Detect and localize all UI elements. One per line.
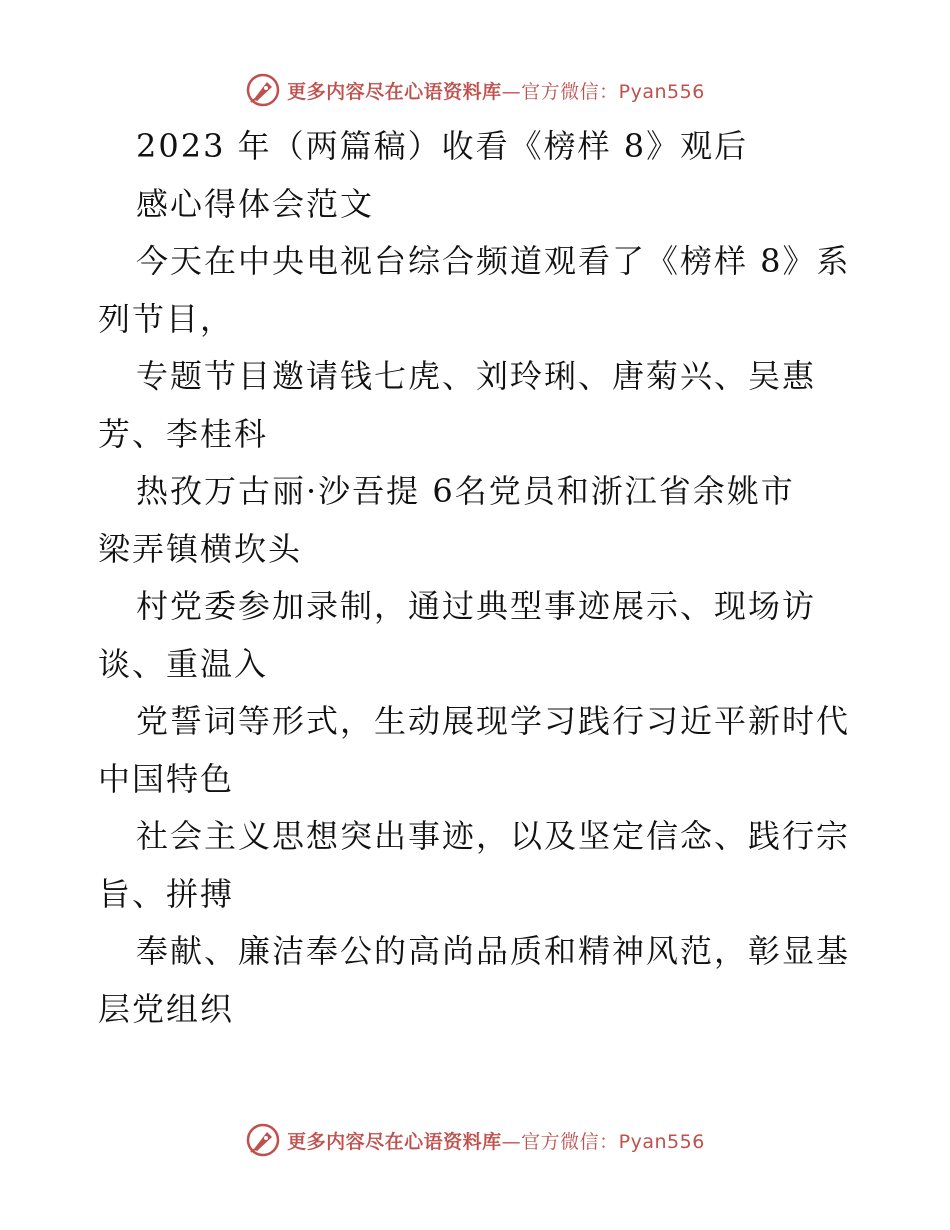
document-body xyxy=(98,118,858,1038)
paragraph-line: 旨、拼搏 xyxy=(98,874,235,913)
paragraph-line: 中国特色 xyxy=(98,759,235,798)
paragraph-line: 奉献、廉洁奉公的高尚品质和精神风范，彰显基 xyxy=(136,932,851,970)
header-watermark-inner xyxy=(245,72,705,108)
paragraph-line: 列节目， xyxy=(98,299,235,338)
header-watermark xyxy=(0,70,950,110)
pen-nib-logo-icon xyxy=(245,72,281,108)
footer-watermark xyxy=(0,1120,950,1160)
watermark-dash: — xyxy=(501,1130,522,1153)
title-line-1: 2023 年（两篇稿）收看《榜样 8》观后 xyxy=(136,127,749,165)
pen-nib-logo-icon xyxy=(245,1122,281,1158)
paragraph-line: 梁弄镇横坎头 xyxy=(98,529,303,568)
title-line-2: 感心得体会范文 xyxy=(136,184,375,223)
paragraph-line: 今天在中央电视台综合频道观看了《榜样 8》系 xyxy=(136,242,851,280)
paragraph-line: 层党组织 xyxy=(98,989,235,1028)
watermark-slogan: 更多内容尽在心语资料库 xyxy=(287,1130,502,1153)
paragraph-line: 芳、李桂科 xyxy=(98,414,269,453)
paragraph-line: 专题节目邀请钱七虎、刘玲琍、唐菊兴、吴惠 xyxy=(136,357,817,395)
paragraph-line: 党誓词等形式，生动展现学习践行习近平新时代 xyxy=(136,702,851,740)
paragraph-line: 热孜万古丽·沙吾提 6名党员和浙江省余姚市 xyxy=(136,472,795,510)
watermark-slogan: 更多内容尽在心语资料库 xyxy=(287,80,502,103)
paragraph-line: 村党委参加录制，通过典型事迹展示、现场访 xyxy=(136,587,817,625)
paragraph-line: 谈、重温入 xyxy=(98,644,269,683)
watermark-text xyxy=(287,1127,705,1154)
paragraph-line: 社会主义思想突出事迹，以及坚定信念、践行宗 xyxy=(136,817,851,855)
watermark-contact: 官方微信：Pyan556 xyxy=(521,80,705,103)
watermark-contact: 官方微信：Pyan556 xyxy=(521,1130,705,1153)
watermark-text xyxy=(287,77,705,104)
watermark-dash: — xyxy=(501,80,522,103)
footer-watermark-inner xyxy=(245,1122,705,1158)
